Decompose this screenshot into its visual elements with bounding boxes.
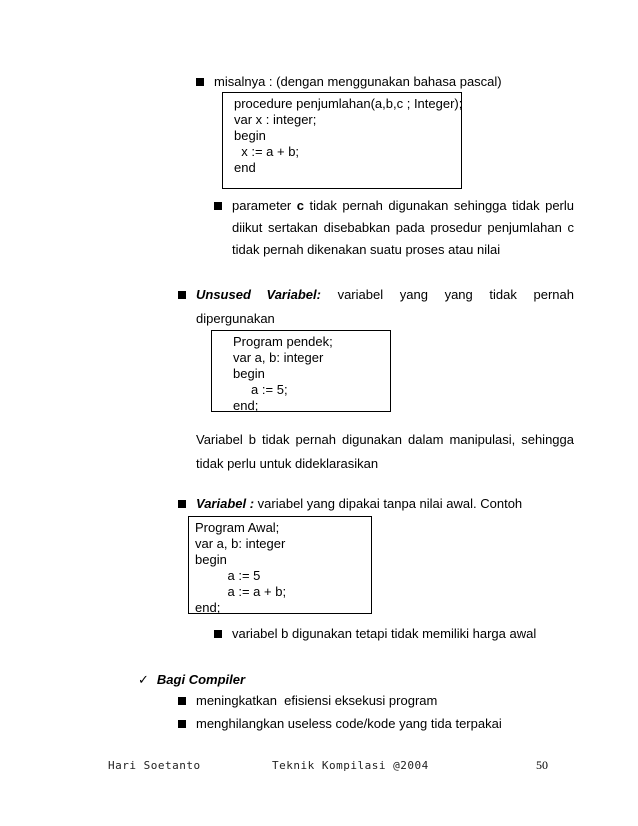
footer-author: Hari Soetanto [108, 759, 201, 772]
bullet-square-icon [196, 78, 204, 86]
code-box-awal [188, 516, 372, 614]
bullet-square-icon [178, 697, 186, 705]
code-line: begin [234, 128, 266, 143]
code-line: Program Awal; [195, 520, 280, 535]
code-line: var x : integer; [234, 112, 317, 127]
code-line: x := a + b; [234, 144, 300, 159]
code-line: end; [233, 398, 259, 413]
bullet-square-icon [178, 720, 186, 728]
compiler-item: meningkatkan efisiensi eksekusi program [178, 693, 437, 708]
code-box-pendek [211, 330, 391, 412]
unused-section: Unsused Variabel: variabel yang yang tidak pernah dipergunakan [178, 283, 574, 331]
code-line: a := 5; [233, 382, 288, 397]
unused-explanation: Variabel b tidak pernah digunakan dalam manipulasi, sehingga tidak perlu untuk dideklarasikan [196, 432, 574, 471]
code-line: a := 5 [195, 568, 261, 583]
example1-intro: misalnya : (dengan menggunakan bahasa pascal) [196, 74, 502, 89]
code-line: a := a + b; [195, 584, 287, 599]
uninit-note: variabel b digunakan tetapi tidak memiliki harga awal [214, 626, 536, 641]
page-number: 50 [536, 758, 548, 772]
uninit-heading: Variabel : variabel yang dipakai tanpa nilai awal. Contoh [178, 496, 522, 511]
code-line: var a, b: integer [195, 536, 286, 551]
code-line: begin [195, 552, 227, 567]
bullet-square-icon [178, 291, 186, 299]
footer-title: Teknik Kompilasi @2004 [272, 759, 429, 772]
bullet-square-icon [214, 202, 222, 210]
bullet-square-icon [214, 630, 222, 638]
code-line: procedure penjumlahan(a,b,c ; Integer); [234, 96, 463, 111]
checkmark-icon: ✓ [138, 673, 149, 688]
example1-note: parameter c tidak pernah digunakan sehingga tidak perlu diikut sertakan disebabkan pada prosedur penjumlahan c tidak pernah dikenakan suatu proses atau nilai [214, 195, 574, 261]
code-box-procedure [222, 92, 462, 189]
code-line: begin [233, 366, 265, 381]
unused-title: Unsused Variabel: [196, 287, 321, 302]
code-line: Program pendek; [233, 334, 333, 349]
compiler-heading: ✓ Bagi Compiler [138, 672, 246, 688]
code-line: end [234, 160, 256, 175]
code-line: var a, b: integer [233, 350, 324, 365]
bullet-square-icon [178, 500, 186, 508]
code-line: end; [195, 600, 221, 615]
compiler-item: menghilangkan useless code/kode yang tida terpakai [178, 716, 502, 731]
